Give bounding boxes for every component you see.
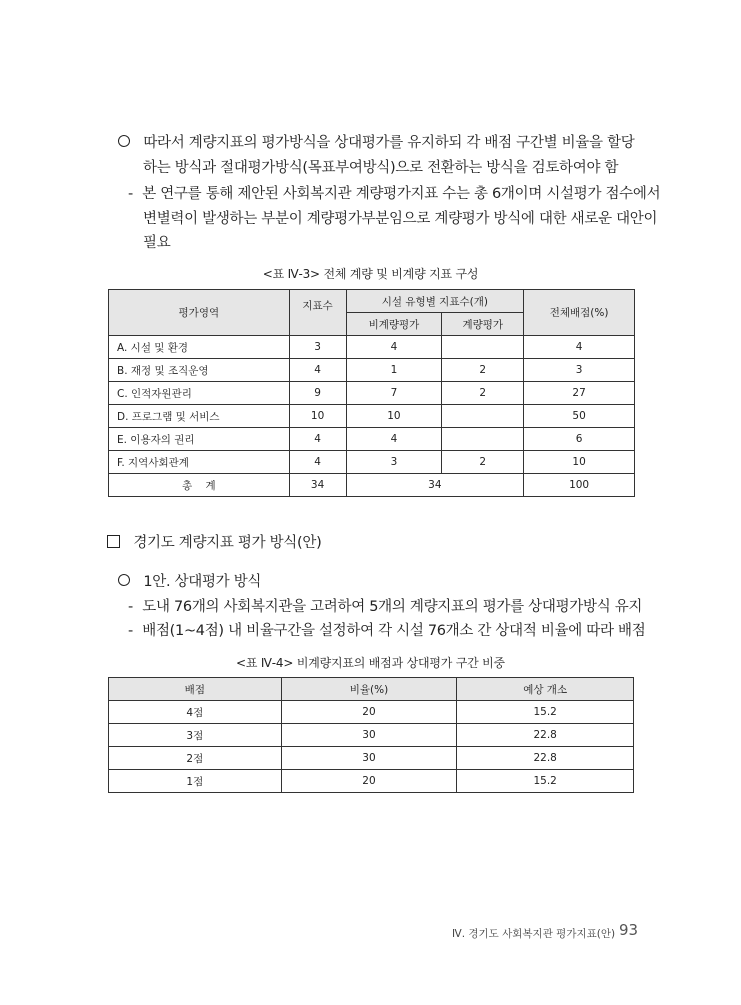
header-score: 배점 bbox=[109, 678, 282, 701]
cell-total-score: 4 bbox=[524, 336, 635, 359]
paragraph-line: 1안. 상대평가 방식 bbox=[143, 574, 262, 590]
cell-area: D. 프로그램 및 서비스 bbox=[109, 405, 290, 428]
circle-bullet-paragraph bbox=[118, 572, 261, 592]
cell-area: A. 시설 및 환경 bbox=[109, 336, 290, 359]
table-row bbox=[109, 405, 635, 428]
cell-quant bbox=[442, 405, 524, 428]
cell-count: 9 bbox=[289, 382, 346, 405]
paragraph-line: 필요 bbox=[143, 235, 171, 251]
footer-chapter-title: Ⅳ. 경기도 사회복지관 평가지표(안) bbox=[452, 928, 616, 940]
cell-ratio: 20 bbox=[281, 770, 457, 793]
paragraph-line: 본 연구를 통해 제안된 사회복지관 계량평가지표 수는 총 6개이며 시설평가 점수에서 bbox=[142, 186, 661, 202]
table-row bbox=[109, 359, 635, 382]
header-by-type: 시설 유형별 지표수(개) bbox=[346, 290, 524, 313]
cell-quant: 2 bbox=[442, 382, 524, 405]
dash-bullet: - bbox=[128, 599, 133, 615]
header-count: 지표수 bbox=[289, 290, 346, 336]
cell-score: 1점 bbox=[109, 770, 282, 793]
cell-non-quant: 4 bbox=[346, 428, 442, 451]
header-total-score: 전체배점(%) bbox=[524, 290, 635, 336]
section-heading-text: 경기도 계량지표 평가 방식(안) bbox=[133, 535, 322, 551]
cell-total-score: 27 bbox=[524, 382, 635, 405]
cell-area: C. 인적자원관리 bbox=[109, 382, 290, 405]
dash-bullet: - bbox=[128, 623, 133, 639]
table-row bbox=[109, 428, 635, 451]
cell-area: F. 지역사회관계 bbox=[109, 451, 290, 474]
table-caption: <표 Ⅳ-4> 비계량지표의 배점과 상대평가 구간 비중 bbox=[236, 656, 505, 670]
paragraph-line: 도내 76개의 사회복지관을 고려하여 5개의 계량지표의 평가를 상대평가방식 유지 bbox=[142, 599, 643, 615]
table-row bbox=[109, 451, 635, 474]
cell-count: 4 bbox=[289, 359, 346, 382]
cell-non-quant: 4 bbox=[346, 336, 442, 359]
dash-bullet-paragraph bbox=[128, 597, 642, 617]
table-row bbox=[109, 336, 635, 359]
circle-bullet-icon bbox=[118, 135, 130, 147]
cell-ratio: 30 bbox=[281, 724, 457, 747]
header-expected-count: 예상 개소 bbox=[457, 678, 634, 701]
cell-quant bbox=[442, 428, 524, 451]
cell-quant: 2 bbox=[442, 359, 524, 382]
cell-non-quant: 1 bbox=[346, 359, 442, 382]
cell-total-by-type: 34 bbox=[346, 474, 524, 497]
cell-total-score: 100 bbox=[524, 474, 635, 497]
cell-non-quant: 7 bbox=[346, 382, 442, 405]
paragraph-line: 배점(1~4점) 내 비율구간을 설정하여 각 시설 76개소 간 상대적 비율에 따라 배점 bbox=[142, 623, 646, 639]
paragraph-line: 변별력이 발생하는 부분이 계량평가부분임으로 계량평가 방식에 대한 새로운 대안이 bbox=[143, 211, 658, 227]
cell-expected-count: 15.2 bbox=[457, 770, 634, 793]
table-row bbox=[109, 770, 634, 793]
cell-total-score: 6 bbox=[524, 428, 635, 451]
cell-score: 2점 bbox=[109, 747, 282, 770]
paragraph-line: 따라서 계량지표의 평가방식을 상대평가를 유지하되 각 배점 구간별 비율을 할당 bbox=[143, 135, 635, 151]
cell-expected-count: 15.2 bbox=[457, 701, 634, 724]
square-bullet-icon bbox=[107, 535, 120, 548]
cell-score: 3점 bbox=[109, 724, 282, 747]
table-total-row bbox=[109, 474, 635, 497]
cell-total-label: 총 계 bbox=[109, 474, 290, 497]
cell-total-score: 50 bbox=[524, 405, 635, 428]
header-non-quant: 비계량평가 bbox=[346, 313, 442, 336]
header-quant: 계량평가 bbox=[442, 313, 524, 336]
table-row bbox=[109, 747, 634, 770]
cell-count: 4 bbox=[289, 428, 346, 451]
cell-area: E. 이용자의 권리 bbox=[109, 428, 290, 451]
cell-total-score: 10 bbox=[524, 451, 635, 474]
cell-area: B. 재정 및 조직운영 bbox=[109, 359, 290, 382]
cell-ratio: 30 bbox=[281, 747, 457, 770]
cell-non-quant: 3 bbox=[346, 451, 442, 474]
circle-bullet-paragraph bbox=[118, 133, 634, 153]
indicator-composition-table bbox=[108, 289, 635, 497]
score-ratio-table bbox=[108, 677, 634, 793]
cell-expected-count: 22.8 bbox=[457, 724, 634, 747]
cell-count: 4 bbox=[289, 451, 346, 474]
header-area: 평가영역 bbox=[109, 290, 290, 336]
table-row bbox=[109, 724, 634, 747]
dash-bullet-paragraph bbox=[128, 621, 645, 641]
dash-bullet: - bbox=[128, 186, 133, 202]
cell-count: 3 bbox=[289, 336, 346, 359]
dash-bullet-paragraph bbox=[128, 184, 660, 204]
cell-count: 10 bbox=[289, 405, 346, 428]
circle-bullet-icon bbox=[118, 574, 130, 586]
cell-non-quant: 10 bbox=[346, 405, 442, 428]
cell-total-score: 3 bbox=[524, 359, 635, 382]
cell-ratio: 20 bbox=[281, 701, 457, 724]
paragraph-line: 하는 방식과 절대평가방식(목표부여방식)으로 전환하는 방식을 검토하여야 함 bbox=[143, 160, 619, 176]
cell-quant bbox=[442, 336, 524, 359]
cell-expected-count: 22.8 bbox=[457, 747, 634, 770]
cell-total-count: 34 bbox=[289, 474, 346, 497]
table-caption: <표 Ⅳ-3> 전체 계량 및 비계량 지표 구성 bbox=[262, 267, 479, 281]
cell-score: 4점 bbox=[109, 701, 282, 724]
header-ratio: 비율(%) bbox=[281, 678, 457, 701]
table-row bbox=[109, 701, 634, 724]
section-heading bbox=[107, 533, 321, 553]
page-number: 93 bbox=[619, 921, 639, 939]
table-row bbox=[109, 382, 635, 405]
cell-quant: 2 bbox=[442, 451, 524, 474]
